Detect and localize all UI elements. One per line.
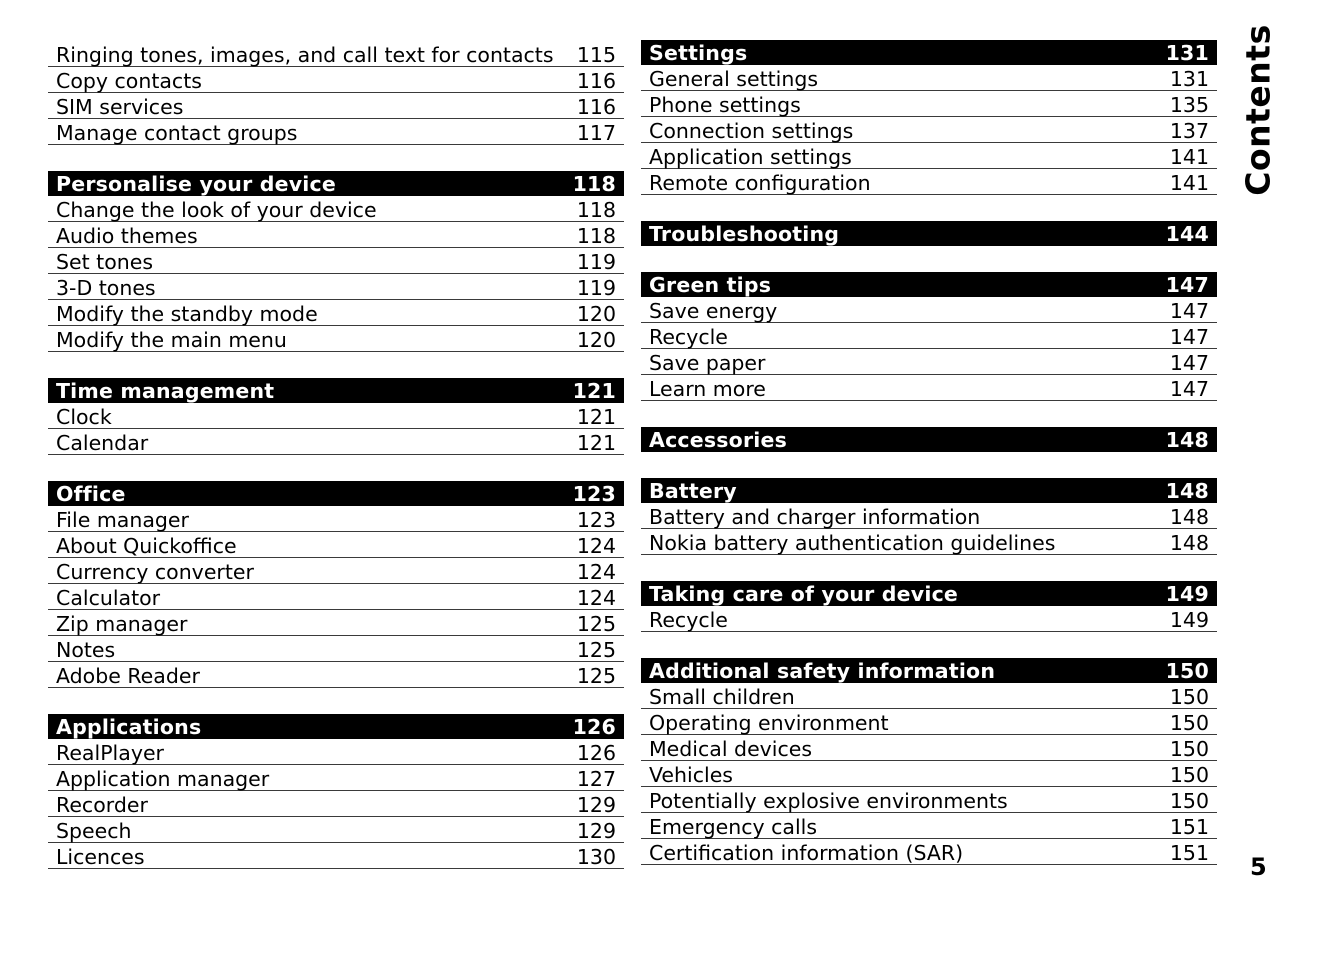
entry-title: Application manager <box>56 767 270 791</box>
entry-title: Manage contact groups <box>56 121 298 145</box>
toc-section <box>641 658 1217 865</box>
entry-page-number: 147 <box>1169 325 1209 349</box>
entry-title: Notes <box>56 638 116 662</box>
entry-page-number: 115 <box>576 43 616 67</box>
toc-entry[interactable] <box>641 297 1217 323</box>
chapter-page-number: 147 <box>1165 272 1209 297</box>
entry-title: Connection settings <box>649 119 854 143</box>
toc-entry[interactable] <box>641 761 1217 787</box>
entry-title: General settings <box>649 67 819 91</box>
entry-title: Learn more <box>649 377 766 401</box>
toc-chapter-heading[interactable] <box>641 272 1217 297</box>
entry-page-number: 150 <box>1169 737 1209 761</box>
toc-entry[interactable] <box>48 274 624 300</box>
toc-entry[interactable] <box>641 91 1217 117</box>
chapter-page-number: 118 <box>572 171 616 196</box>
toc-chapter-heading[interactable] <box>641 40 1217 65</box>
chapter-title: Accessories <box>649 427 788 452</box>
toc-entry[interactable] <box>641 787 1217 813</box>
entry-title: Copy contacts <box>56 69 202 93</box>
section-title-vertical <box>1238 24 1278 196</box>
toc-entry[interactable] <box>641 169 1217 195</box>
toc-chapter-heading[interactable] <box>641 581 1217 606</box>
toc-entry[interactable] <box>641 349 1217 375</box>
entry-page-number: 124 <box>576 560 616 584</box>
entry-page-number: 121 <box>576 405 616 429</box>
toc-entry[interactable] <box>48 67 624 93</box>
toc-entry[interactable] <box>641 375 1217 401</box>
entry-title: Calculator <box>56 586 161 610</box>
toc-section <box>641 40 1217 195</box>
entry-page-number: 148 <box>1169 531 1209 555</box>
entry-page-number: 124 <box>576 586 616 610</box>
entry-title: Change the look of your device <box>56 198 377 222</box>
entry-page-number: 150 <box>1169 711 1209 735</box>
entry-page-number: 118 <box>576 224 616 248</box>
toc-entry-list <box>641 606 1217 632</box>
entry-page-number: 126 <box>576 741 616 765</box>
entry-page-number: 117 <box>576 121 616 145</box>
entry-page-number: 116 <box>576 95 616 119</box>
chapter-title: Time management <box>56 378 275 403</box>
entry-title: Small children <box>649 685 795 709</box>
toc-entry[interactable] <box>48 636 624 662</box>
entry-page-number: 116 <box>576 69 616 93</box>
toc-entry[interactable] <box>48 300 624 326</box>
entry-page-number: 150 <box>1169 685 1209 709</box>
entry-page-number: 137 <box>1169 119 1209 143</box>
toc-entry-list <box>48 403 624 455</box>
entry-page-number: 130 <box>576 845 616 869</box>
toc-entry[interactable] <box>48 222 624 248</box>
chapter-page-number: 149 <box>1165 581 1209 606</box>
chapter-page-number: 150 <box>1165 658 1209 683</box>
entry-title: RealPlayer <box>56 741 164 765</box>
entry-page-number: 125 <box>576 664 616 688</box>
toc-section <box>641 427 1217 452</box>
toc-entry[interactable] <box>48 326 624 352</box>
entry-title: Nokia battery authentication guidelines <box>649 531 1056 555</box>
toc-entry[interactable] <box>48 403 624 429</box>
entry-title: Certification information (SAR) <box>649 841 964 865</box>
toc-section <box>48 714 624 869</box>
entry-page-number: 147 <box>1169 299 1209 323</box>
toc-entry-list <box>48 40 624 145</box>
entry-page-number: 135 <box>1169 93 1209 117</box>
toc-entry[interactable] <box>641 143 1217 169</box>
entry-title: Audio themes <box>56 224 198 248</box>
toc-entry-list <box>641 65 1217 195</box>
entry-page-number: 119 <box>576 276 616 300</box>
entry-page-number: 123 <box>576 508 616 532</box>
section-title-text: Contents <box>1238 24 1278 196</box>
page-number: 5 <box>1250 853 1267 881</box>
entry-title: Phone settings <box>649 93 801 117</box>
toc-right-column <box>641 40 1217 891</box>
entry-title: 3-D tones <box>56 276 156 300</box>
toc-chapter-heading[interactable] <box>48 378 624 403</box>
entry-page-number: 125 <box>576 612 616 636</box>
entry-page-number: 148 <box>1169 505 1209 529</box>
toc-entry[interactable] <box>48 40 624 67</box>
chapter-title: Personalise your device <box>56 171 336 196</box>
chapter-page-number: 126 <box>572 714 616 739</box>
toc-entry[interactable] <box>641 529 1217 555</box>
chapter-page-number: 148 <box>1165 478 1209 503</box>
entry-title: Emergency calls <box>649 815 818 839</box>
entry-title: Modify the main menu <box>56 328 287 352</box>
entry-page-number: 151 <box>1169 815 1209 839</box>
entry-page-number: 127 <box>576 767 616 791</box>
toc-entry[interactable] <box>641 65 1217 91</box>
entry-title: SIM services <box>56 95 184 119</box>
chapter-page-number: 123 <box>572 481 616 506</box>
toc-chapter-heading[interactable] <box>641 478 1217 503</box>
toc-entry[interactable] <box>48 662 624 688</box>
entry-page-number: 125 <box>576 638 616 662</box>
chapter-title: Taking care of your device <box>649 581 959 606</box>
toc-section-continued <box>48 40 624 145</box>
toc-chapter-heading[interactable] <box>48 714 624 739</box>
toc-section <box>641 272 1217 401</box>
toc-section <box>48 481 624 688</box>
entry-title: Recycle <box>649 325 728 349</box>
entry-title: File manager <box>56 508 189 532</box>
toc-entry-list <box>641 503 1217 555</box>
entry-title: Recorder <box>56 793 148 817</box>
toc-entry[interactable] <box>48 739 624 765</box>
chapter-page-number: 131 <box>1165 40 1209 65</box>
chapter-page-number: 121 <box>572 378 616 403</box>
toc-entry[interactable] <box>641 323 1217 349</box>
entry-title: Recycle <box>649 608 728 632</box>
entry-title: Save paper <box>649 351 766 375</box>
chapter-page-number: 148 <box>1165 427 1209 452</box>
toc-entry[interactable] <box>641 606 1217 632</box>
entry-page-number: 118 <box>576 198 616 222</box>
toc-entry-list <box>641 683 1217 865</box>
entry-title: Potentially explosive environments <box>649 789 1008 813</box>
toc-chapter-heading[interactable] <box>48 171 624 196</box>
toc-entry[interactable] <box>48 610 624 636</box>
entry-title: Operating environment <box>649 711 889 735</box>
entry-page-number: 150 <box>1169 763 1209 787</box>
entry-title: Zip manager <box>56 612 188 636</box>
toc-section <box>641 221 1217 246</box>
toc-entry[interactable] <box>48 584 624 610</box>
toc-chapter-heading[interactable] <box>641 427 1217 452</box>
entry-title: Calendar <box>56 431 149 455</box>
toc-entry-list <box>641 297 1217 401</box>
chapter-title: Battery <box>649 478 737 503</box>
entry-title: Remote configuration <box>649 171 871 195</box>
toc-entry[interactable] <box>48 196 624 222</box>
chapter-title: Settings <box>649 40 748 65</box>
entry-page-number: 151 <box>1169 841 1209 865</box>
chapter-title: Office <box>56 481 126 506</box>
chapter-title: Green tips <box>649 272 772 297</box>
entry-page-number: 147 <box>1169 351 1209 375</box>
chapter-title: Applications <box>56 714 202 739</box>
entry-title: Set tones <box>56 250 154 274</box>
chapter-page-number: 144 <box>1165 221 1209 246</box>
toc-entry[interactable] <box>641 735 1217 761</box>
toc-left-column <box>48 40 624 895</box>
entry-title: Save energy <box>649 299 778 323</box>
entry-title: Modify the standby mode <box>56 302 318 326</box>
toc-chapter-heading[interactable] <box>641 658 1217 683</box>
entry-page-number: 147 <box>1169 377 1209 401</box>
toc-entry[interactable] <box>48 93 624 119</box>
toc-entry[interactable] <box>641 117 1217 143</box>
toc-entry[interactable] <box>641 683 1217 709</box>
toc-entry[interactable] <box>48 506 624 532</box>
entry-page-number: 121 <box>576 431 616 455</box>
entry-page-number: 124 <box>576 534 616 558</box>
toc-entry[interactable] <box>48 817 624 843</box>
toc-entry[interactable] <box>48 248 624 274</box>
toc-entry[interactable] <box>641 709 1217 735</box>
toc-entry-list <box>48 196 624 352</box>
entry-page-number: 120 <box>576 328 616 352</box>
chapter-title: Troubleshooting <box>649 221 840 246</box>
toc-entry[interactable] <box>48 791 624 817</box>
entry-page-number: 150 <box>1169 789 1209 813</box>
toc-entry[interactable] <box>641 839 1217 865</box>
toc-section <box>48 171 624 352</box>
chapter-title: Additional safety information <box>649 658 996 683</box>
toc-entry[interactable] <box>48 843 624 869</box>
entry-page-number: 120 <box>576 302 616 326</box>
toc-chapter-heading[interactable] <box>641 221 1217 246</box>
entry-title: Ringing tones, images, and call text for contacts <box>56 43 554 67</box>
entry-title: Speech <box>56 819 132 843</box>
entry-title: Adobe Reader <box>56 664 200 688</box>
toc-section <box>641 581 1217 632</box>
entry-page-number: 141 <box>1169 145 1209 169</box>
entry-title: Clock <box>56 405 112 429</box>
entry-title: Application settings <box>649 145 852 169</box>
entry-title: About Quickoffice <box>56 534 237 558</box>
toc-entry[interactable] <box>48 765 624 791</box>
entry-title: Currency converter <box>56 560 254 584</box>
entry-title: Battery and charger information <box>649 505 981 529</box>
toc-entry[interactable] <box>641 813 1217 839</box>
toc-entry[interactable] <box>641 503 1217 529</box>
toc-entry[interactable] <box>48 119 624 145</box>
entry-page-number: 141 <box>1169 171 1209 195</box>
toc-entry[interactable] <box>48 532 624 558</box>
toc-chapter-heading[interactable] <box>48 481 624 506</box>
entry-title: Licences <box>56 845 145 869</box>
entry-page-number: 131 <box>1169 67 1209 91</box>
toc-entry-list <box>48 739 624 869</box>
toc-entry[interactable] <box>48 429 624 455</box>
entry-page-number: 129 <box>576 793 616 817</box>
entry-page-number: 129 <box>576 819 616 843</box>
entry-title: Vehicles <box>649 763 733 787</box>
toc-entry-list <box>48 506 624 688</box>
toc-section <box>48 378 624 455</box>
toc-section <box>641 478 1217 555</box>
entry-title: Medical devices <box>649 737 813 761</box>
entry-page-number: 149 <box>1169 608 1209 632</box>
toc-entry[interactable] <box>48 558 624 584</box>
entry-page-number: 119 <box>576 250 616 274</box>
